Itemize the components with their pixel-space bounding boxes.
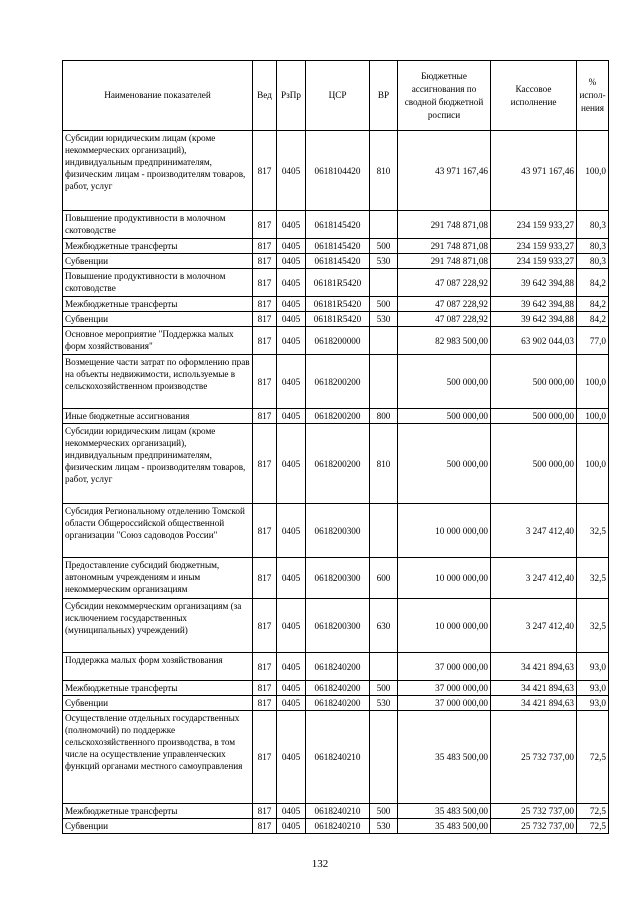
cell-csr: 0618145420 xyxy=(306,239,370,254)
cell-cash: 43 971 167,46 xyxy=(491,131,577,211)
cell-pct: 72,5 xyxy=(577,819,609,834)
cell-ved: 817 xyxy=(253,254,277,269)
cell-csr: 0618200200 xyxy=(306,355,370,409)
cell-csr: 0618200200 xyxy=(306,409,370,424)
cell-cash: 234 159 933,27 xyxy=(491,239,577,254)
cell-name: Субвенции xyxy=(63,696,253,711)
cell-name: Возмещение части затрат по оформлению прав на объекты недвижимости, используемые в сельскохозяйственном производстве xyxy=(63,355,253,409)
cell-cash: 39 642 394,88 xyxy=(491,269,577,297)
table-header-row xyxy=(63,61,609,131)
cell-name: Межбюджетные трансферты xyxy=(63,297,253,312)
table-row xyxy=(63,681,609,696)
cell-rzpr: 0405 xyxy=(277,254,306,269)
table-row xyxy=(63,297,609,312)
cell-budget: 35 483 500,00 xyxy=(398,711,491,804)
cell-budget: 291 748 871,08 xyxy=(398,211,491,239)
cell-rzpr: 0405 xyxy=(277,504,306,558)
table-row xyxy=(63,504,609,558)
cell-rzpr: 0405 xyxy=(277,312,306,327)
cell-budget: 43 971 167,46 xyxy=(398,131,491,211)
cell-budget: 35 483 500,00 xyxy=(398,819,491,834)
cell-csr: 0618145420 xyxy=(306,254,370,269)
cell-name: Повышение продуктивности в молочном скотоводстве xyxy=(63,269,253,297)
cell-pct: 84,2 xyxy=(577,297,609,312)
cell-budget: 10 000 000,00 xyxy=(398,504,491,558)
cell-name: Субсидии юридическим лицам (кроме некоммерческих организаций), индивидуальным предпринимателям, физическим лицам - производителям товаров, работ, услуг xyxy=(63,424,253,504)
cell-cash: 3 247 412,40 xyxy=(491,558,577,599)
cell-pct: 93,0 xyxy=(577,681,609,696)
cell-budget: 500 000,00 xyxy=(398,424,491,504)
cell-rzpr: 0405 xyxy=(277,269,306,297)
cell-cash: 25 732 737,00 xyxy=(491,804,577,819)
cell-name: Поддержка малых форм хозяйствования xyxy=(63,653,253,681)
cell-csr: 0618240210 xyxy=(306,819,370,834)
cell-ved: 817 xyxy=(253,297,277,312)
cell-vr: 500 xyxy=(370,804,398,819)
header-rzpr: РзПр xyxy=(277,61,306,131)
table-body xyxy=(63,131,609,834)
cell-budget: 37 000 000,00 xyxy=(398,696,491,711)
cell-cash: 234 159 933,27 xyxy=(491,254,577,269)
cell-rzpr: 0405 xyxy=(277,355,306,409)
cell-pct: 100,0 xyxy=(577,355,609,409)
cell-csr: 0618145420 xyxy=(306,211,370,239)
cell-vr xyxy=(370,711,398,804)
cell-pct: 32,5 xyxy=(577,558,609,599)
header-name: Наименование показателей xyxy=(63,61,253,131)
cell-rzpr: 0405 xyxy=(277,696,306,711)
cell-ved: 817 xyxy=(253,355,277,409)
cell-ved: 817 xyxy=(253,599,277,653)
cell-pct: 100,0 xyxy=(577,131,609,211)
cell-vr: 530 xyxy=(370,312,398,327)
cell-csr: 0618240210 xyxy=(306,711,370,804)
cell-cash: 25 732 737,00 xyxy=(491,819,577,834)
table-row xyxy=(63,131,609,211)
cell-vr xyxy=(370,327,398,355)
cell-ved: 817 xyxy=(253,819,277,834)
cell-rzpr: 0405 xyxy=(277,239,306,254)
cell-cash: 500 000,00 xyxy=(491,409,577,424)
cell-csr: 0618240210 xyxy=(306,804,370,819)
page-number: 132 xyxy=(311,858,329,870)
cell-cash: 34 421 894,63 xyxy=(491,696,577,711)
table-row xyxy=(63,269,609,297)
cell-budget: 47 087 228,92 xyxy=(398,312,491,327)
cell-pct: 84,2 xyxy=(577,269,609,297)
header-budget: Бюджетные ассигнования по сводной бюджетной росписи xyxy=(398,61,491,131)
cell-ved: 817 xyxy=(253,239,277,254)
cell-ved: 817 xyxy=(253,653,277,681)
cell-budget: 500 000,00 xyxy=(398,355,491,409)
cell-csr: 0618200300 xyxy=(306,504,370,558)
cell-vr xyxy=(370,355,398,409)
cell-csr: 06181R5420 xyxy=(306,269,370,297)
cell-cash: 63 902 044,03 xyxy=(491,327,577,355)
cell-rzpr: 0405 xyxy=(277,327,306,355)
cell-rzpr: 0405 xyxy=(277,211,306,239)
cell-name: Субсидия Региональному отделению Томской области Общероссийской общественной организации "Союз садоводов России" xyxy=(63,504,253,558)
cell-ved: 817 xyxy=(253,681,277,696)
cell-cash: 500 000,00 xyxy=(491,424,577,504)
cell-ved: 817 xyxy=(253,312,277,327)
cell-pct: 93,0 xyxy=(577,696,609,711)
cell-cash: 39 642 394,88 xyxy=(491,312,577,327)
cell-vr xyxy=(370,269,398,297)
cell-ved: 817 xyxy=(253,424,277,504)
cell-ved: 817 xyxy=(253,327,277,355)
table-row xyxy=(63,239,609,254)
cell-pct: 80,3 xyxy=(577,211,609,239)
cell-name: Повышение продуктивности в молочном скотоводстве xyxy=(63,211,253,239)
cell-vr: 810 xyxy=(370,424,398,504)
cell-rzpr: 0405 xyxy=(277,424,306,504)
header-vr: ВР xyxy=(370,61,398,131)
cell-csr: 0618200000 xyxy=(306,327,370,355)
cell-budget: 291 748 871,08 xyxy=(398,239,491,254)
cell-budget: 47 087 228,92 xyxy=(398,269,491,297)
cell-csr: 06181R5420 xyxy=(306,312,370,327)
cell-vr: 500 xyxy=(370,297,398,312)
cell-csr: 0618200300 xyxy=(306,599,370,653)
table-row xyxy=(63,599,609,653)
cell-name: Межбюджетные трансферты xyxy=(63,804,253,819)
table-row xyxy=(63,355,609,409)
table-row xyxy=(63,558,609,599)
cell-cash: 34 421 894,63 xyxy=(491,681,577,696)
cell-rzpr: 0405 xyxy=(277,558,306,599)
cell-ved: 817 xyxy=(253,409,277,424)
cell-vr: 600 xyxy=(370,558,398,599)
cell-budget: 35 483 500,00 xyxy=(398,804,491,819)
cell-rzpr: 0405 xyxy=(277,409,306,424)
cell-vr: 500 xyxy=(370,239,398,254)
cell-name: Субсидии некоммерческим организациям (за исключением государственных (муниципальных) учреждений) xyxy=(63,599,253,653)
cell-pct: 84,2 xyxy=(577,312,609,327)
cell-ved: 817 xyxy=(253,711,277,804)
cell-rzpr: 0405 xyxy=(277,711,306,804)
cell-budget: 500 000,00 xyxy=(398,409,491,424)
cell-rzpr: 0405 xyxy=(277,819,306,834)
cell-vr xyxy=(370,504,398,558)
cell-vr xyxy=(370,211,398,239)
cell-vr: 530 xyxy=(370,819,398,834)
cell-cash: 25 732 737,00 xyxy=(491,711,577,804)
cell-name: Межбюджетные трансферты xyxy=(63,239,253,254)
cell-name: Предоставление субсидий бюджетным, автономным учреждениям и иным некоммерческим организациям xyxy=(63,558,253,599)
table-row xyxy=(63,819,609,834)
cell-csr: 06181R5420 xyxy=(306,297,370,312)
cell-name: Межбюджетные трансферты xyxy=(63,681,253,696)
cell-csr: 0618240200 xyxy=(306,681,370,696)
cell-budget: 47 087 228,92 xyxy=(398,297,491,312)
cell-pct: 32,5 xyxy=(577,504,609,558)
table-row xyxy=(63,711,609,804)
table-row xyxy=(63,312,609,327)
table-row xyxy=(63,327,609,355)
cell-ved: 817 xyxy=(253,804,277,819)
cell-cash: 234 159 933,27 xyxy=(491,211,577,239)
cell-pct: 77,0 xyxy=(577,327,609,355)
cell-pct: 32,5 xyxy=(577,599,609,653)
cell-rzpr: 0405 xyxy=(277,804,306,819)
cell-budget: 291 748 871,08 xyxy=(398,254,491,269)
cell-name: Субвенции xyxy=(63,312,253,327)
cell-vr: 500 xyxy=(370,681,398,696)
cell-pct: 72,5 xyxy=(577,711,609,804)
cell-vr xyxy=(370,653,398,681)
cell-csr: 0618104420 xyxy=(306,131,370,211)
table-row xyxy=(63,696,609,711)
header-csr: ЦСР xyxy=(306,61,370,131)
cell-pct: 80,3 xyxy=(577,239,609,254)
cell-cash: 39 642 394,88 xyxy=(491,297,577,312)
cell-name: Иные бюджетные ассигнования xyxy=(63,409,253,424)
cell-budget: 37 000 000,00 xyxy=(398,681,491,696)
cell-name: Основное мероприятие "Поддержка малых форм хозяйствования" xyxy=(63,327,253,355)
table-row xyxy=(63,254,609,269)
cell-name: Субсидии юридическим лицам (кроме некоммерческих организаций), индивидуальным предпринимателям, физическим лицам - производителям товаров, работ, услуг xyxy=(63,131,253,211)
cell-name: Осуществление отдельных государственных (полномочий) по поддержке сельскохозяйственного производства, в том числе на осуществление управленческих функций органами местного самоуправления xyxy=(63,711,253,804)
cell-csr: 0618200300 xyxy=(306,558,370,599)
header-pct: % испол-нения xyxy=(577,61,609,131)
header-ved: Вед xyxy=(253,61,277,131)
cell-pct: 72,5 xyxy=(577,804,609,819)
cell-ved: 817 xyxy=(253,131,277,211)
cell-ved: 817 xyxy=(253,696,277,711)
cell-ved: 817 xyxy=(253,504,277,558)
cell-csr: 0618240200 xyxy=(306,653,370,681)
cell-rzpr: 0405 xyxy=(277,131,306,211)
table-row xyxy=(63,211,609,239)
cell-budget: 10 000 000,00 xyxy=(398,599,491,653)
cell-rzpr: 0405 xyxy=(277,297,306,312)
header-cash: Кассовое исполнение xyxy=(491,61,577,131)
budget-execution-table xyxy=(62,60,609,834)
cell-pct: 100,0 xyxy=(577,424,609,504)
cell-cash: 3 247 412,40 xyxy=(491,599,577,653)
cell-pct: 80,3 xyxy=(577,254,609,269)
cell-rzpr: 0405 xyxy=(277,653,306,681)
cell-vr: 630 xyxy=(370,599,398,653)
cell-rzpr: 0405 xyxy=(277,599,306,653)
cell-ved: 817 xyxy=(253,211,277,239)
cell-cash: 34 421 894,63 xyxy=(491,653,577,681)
cell-vr: 530 xyxy=(370,696,398,711)
cell-csr: 0618200200 xyxy=(306,424,370,504)
table-row xyxy=(63,424,609,504)
table-row xyxy=(63,804,609,819)
cell-cash: 3 247 412,40 xyxy=(491,504,577,558)
cell-ved: 817 xyxy=(253,558,277,599)
cell-pct: 93,0 xyxy=(577,653,609,681)
cell-vr: 530 xyxy=(370,254,398,269)
cell-ved: 817 xyxy=(253,269,277,297)
table-row xyxy=(63,653,609,681)
cell-budget: 10 000 000,00 xyxy=(398,558,491,599)
cell-name: Субвенции xyxy=(63,819,253,834)
cell-pct: 100,0 xyxy=(577,409,609,424)
cell-name: Субвенции xyxy=(63,254,253,269)
cell-cash: 500 000,00 xyxy=(491,355,577,409)
cell-vr: 810 xyxy=(370,131,398,211)
table-row xyxy=(63,409,609,424)
cell-vr: 800 xyxy=(370,409,398,424)
cell-csr: 0618240200 xyxy=(306,696,370,711)
cell-budget: 37 000 000,00 xyxy=(398,653,491,681)
cell-budget: 82 983 500,00 xyxy=(398,327,491,355)
cell-rzpr: 0405 xyxy=(277,681,306,696)
